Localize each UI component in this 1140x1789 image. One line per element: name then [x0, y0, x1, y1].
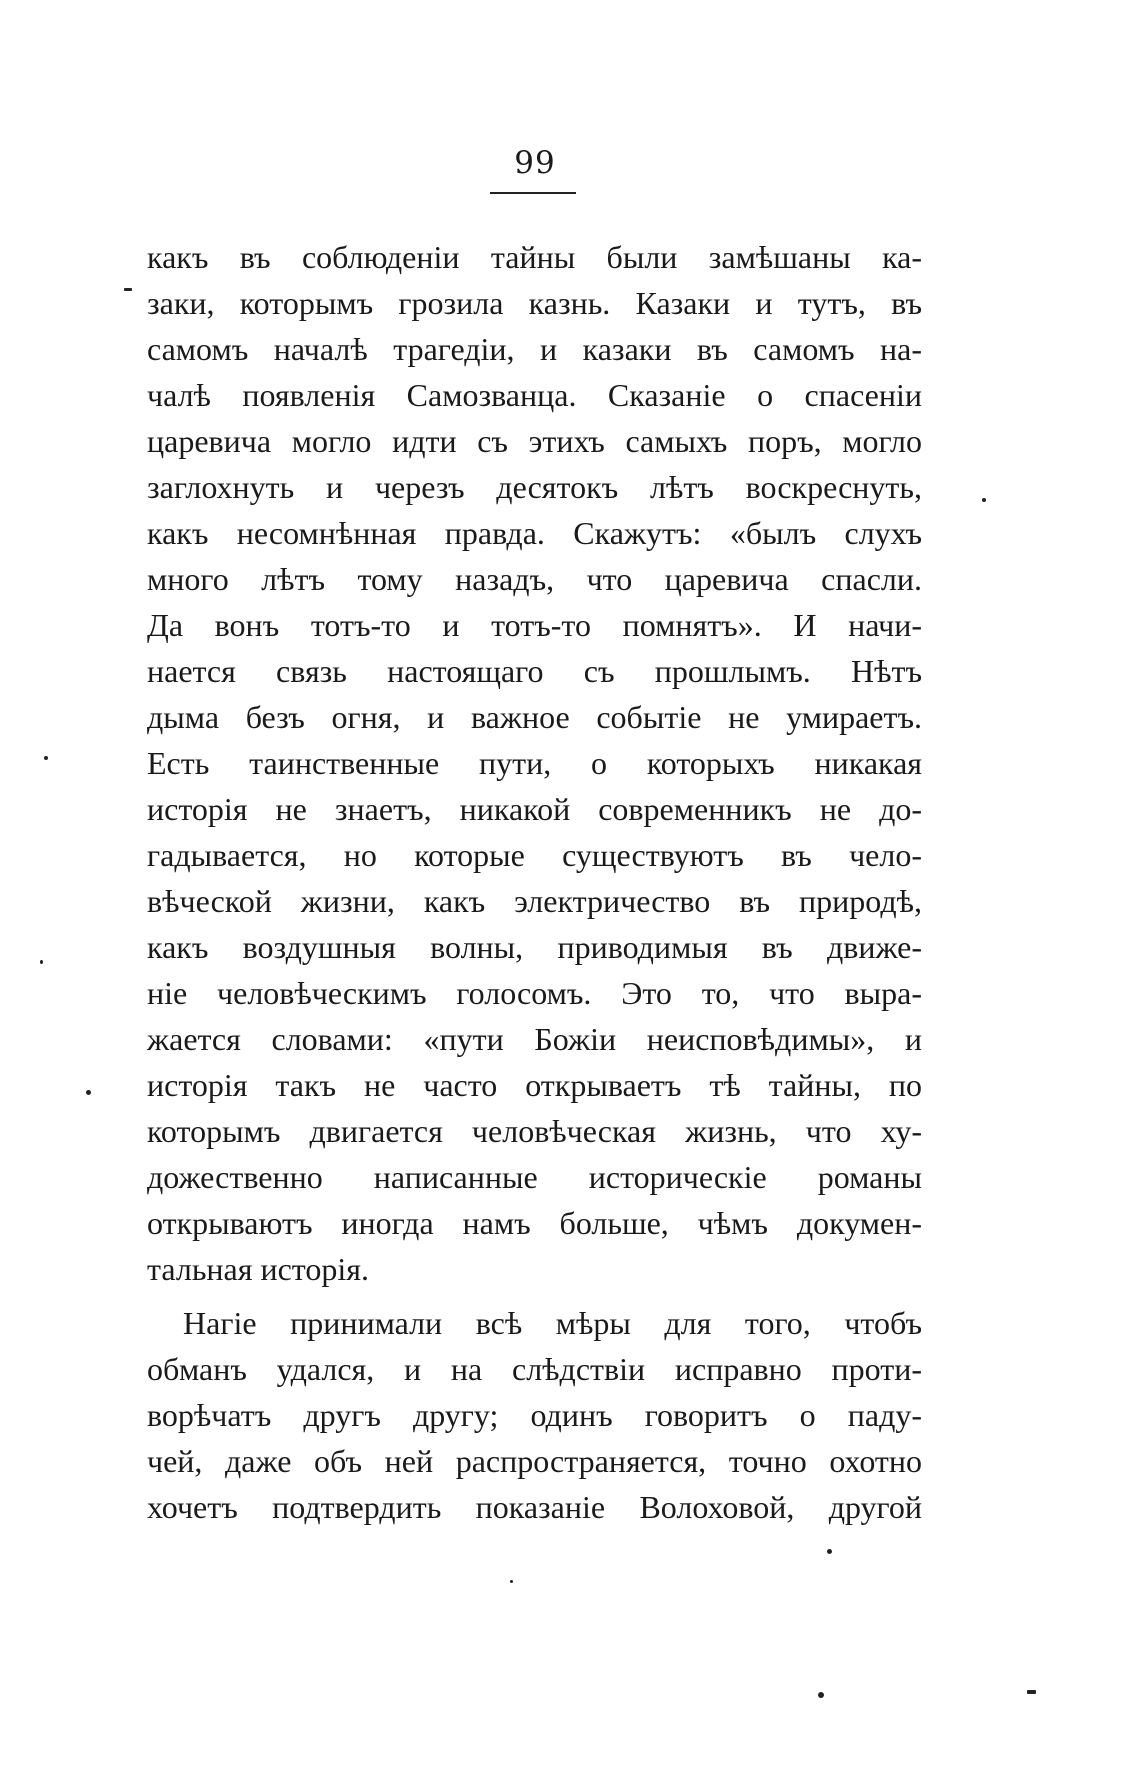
text-line: какъ въ соблюденіи тайны были замѣшаны ка- — [147, 239, 922, 275]
text-line: Да вонъ тотъ-то и тотъ-то помнятъ». И начи- — [147, 607, 922, 643]
text-line: Нагіе принимали всѣ мѣры для того, чтобъ — [183, 1305, 922, 1341]
text-line: тальная исторія. — [147, 1251, 369, 1287]
text-line: гадывается, но которые существуютъ въ чело- — [147, 837, 922, 873]
text-line: исторія такъ не часто открываетъ тѣ тайны, по — [147, 1067, 922, 1103]
text-line: нается связь настоящаго съ прошлымъ. Нѣтъ — [147, 653, 922, 689]
scan-speck — [44, 756, 48, 760]
scan-speck — [510, 1580, 513, 1583]
text-line: какъ воздушныя волны, приводимыя въ движе- — [147, 929, 922, 965]
scan-speck — [827, 1549, 832, 1554]
text-line: ніе человѣческимъ голосомъ. Это то, что выра- — [147, 975, 922, 1011]
scan-speck — [40, 960, 43, 964]
body-text — [147, 234, 922, 1530]
scan-speck — [982, 498, 986, 502]
text-line: царевича могло идти съ этихъ самыхъ поръ, могло — [147, 423, 922, 459]
text-line: заки, которымъ грозила казнь. Казаки и тутъ, въ — [147, 285, 922, 321]
text-line: вѣческой жизни, какъ электричество въ природѣ, — [147, 883, 922, 919]
text-line: ворѣчатъ другъ другу; одинъ говоритъ о паду- — [147, 1397, 922, 1433]
text-line: чей, даже объ ней распространяется, точно охотно — [147, 1443, 922, 1479]
scan-speck — [1027, 1690, 1036, 1694]
text-line: чалѣ появленія Самозванца. Сказаніе о спасеніи — [147, 377, 922, 413]
scan-speck — [124, 288, 132, 291]
paragraph-1 — [147, 234, 922, 1292]
text-line: дожественно написанные историческіе романы — [147, 1159, 922, 1195]
text-line: которымъ двигается человѣческая жизнь, что ху- — [147, 1113, 922, 1149]
text-line: дыма безъ огня, и важное событіе не умираетъ. — [147, 699, 922, 735]
text-line: много лѣтъ тому назадъ, что царевича спасли. — [147, 561, 922, 597]
page-number: 99 — [514, 145, 556, 181]
text-line: самомъ началѣ трагедіи, и казаки въ самомъ на- — [147, 331, 922, 367]
page-number-rule — [490, 192, 576, 194]
text-line: открываютъ иногда намъ больше, чѣмъ докумен- — [147, 1205, 922, 1241]
paragraph-2 — [147, 1300, 922, 1530]
text-line: хочетъ подтвердить показаніе Волоховой, другой — [147, 1489, 922, 1525]
text-line: обманъ удался, и на слѣдствіи исправно проти- — [147, 1351, 922, 1387]
text-line: исторія не знаетъ, никакой современникъ не до- — [147, 791, 922, 827]
text-line: заглохнуть и черезъ десятокъ лѣтъ воскреснуть, — [147, 469, 922, 505]
scan-speck — [818, 1692, 824, 1698]
text-line: Есть таинственные пути, о которыхъ никакая — [147, 745, 922, 781]
text-line: какъ несомнѣнная правда. Скажутъ: «былъ слухъ — [147, 515, 922, 551]
text-line: жается словами: «пути Божіи неисповѣдимы», и — [147, 1021, 922, 1057]
paragraph-gap — [147, 1292, 922, 1300]
scan-speck — [86, 1090, 91, 1095]
